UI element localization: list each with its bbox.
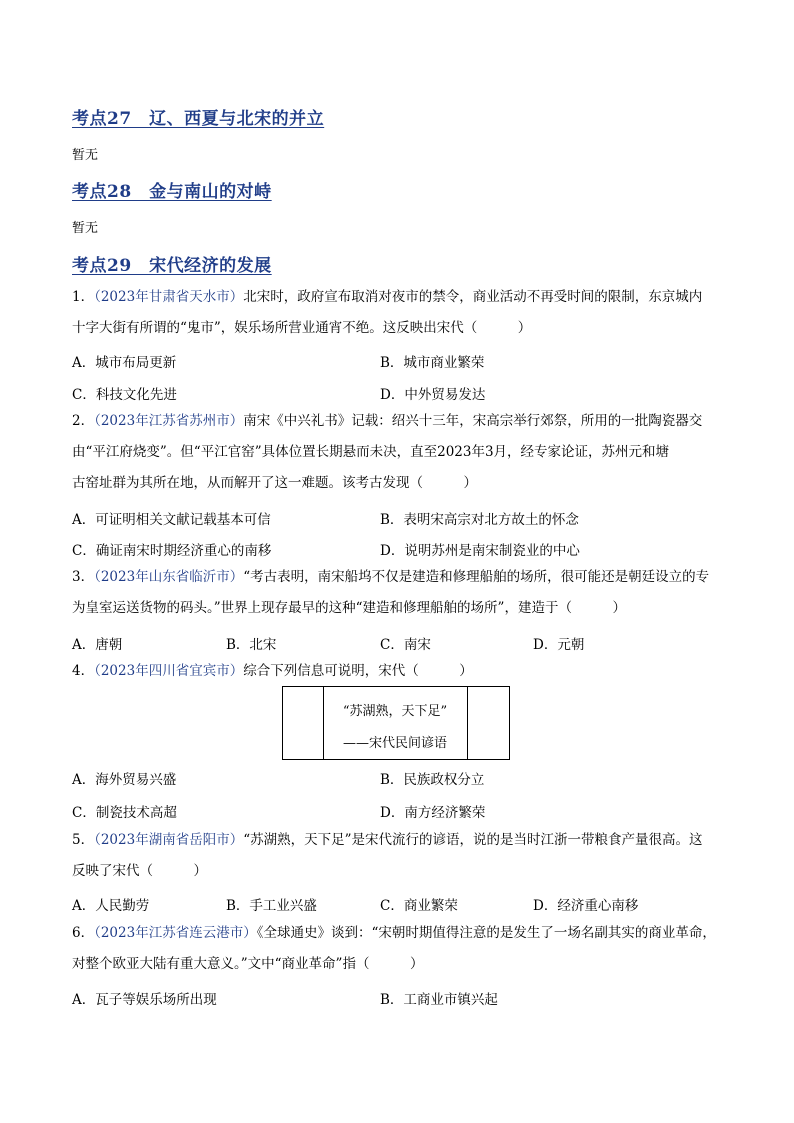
question-1-line-1: 1．（2023年甘肃省天水市）北宋时，政府宣布取消对夜市的禁令，商业活动不再受时间的限制，东京城内 xyxy=(72,289,703,305)
section-heading-27: 考点27 辽、西夏与北宋的并立 xyxy=(72,109,325,129)
quote-text: “苏湖熟，天下足” xyxy=(342,704,448,719)
question-2-option-a[interactable]: A．可证明相关文献记载基本可信 xyxy=(72,512,271,528)
question-4-option-b[interactable]: B．民族政权分立 xyxy=(380,772,485,788)
question-4-option-d[interactable]: D．南方经济繁荣 xyxy=(380,805,486,821)
question-5-option-b[interactable]: B．手工业兴盛 xyxy=(226,898,317,914)
question-3-option-a[interactable]: A．唐朝 xyxy=(72,637,123,653)
question-5-source: （2023年湖南省岳阳市） xyxy=(94,832,244,848)
question-2-option-b[interactable]: B．表明宋高宗对北方故土的怀念 xyxy=(380,512,579,528)
question-1-option-d[interactable]: D．中外贸易发达 xyxy=(380,387,486,403)
quote-box-divider-right xyxy=(467,687,468,759)
section-note-27: 暂无 xyxy=(72,148,99,163)
question-4-option-a[interactable]: A．海外贸易兴盛 xyxy=(72,772,177,788)
quote-attribution: ——宋代民间谚语 xyxy=(342,736,447,751)
question-6-option-a[interactable]: A．瓦子等娱乐场所出现 xyxy=(72,992,217,1008)
question-5-option-d[interactable]: D．经济重心南移 xyxy=(533,898,639,914)
question-1-option-b[interactable]: B．城市商业繁荣 xyxy=(380,355,485,371)
section-heading-28: 考点28 金与南山的对峙 xyxy=(72,182,272,202)
question-1-option-a[interactable]: A．城市布局更新 xyxy=(72,355,177,371)
question-5-option-a[interactable]: A．人民勤劳 xyxy=(72,898,150,914)
question-2-line-2: 由“平江府烧变”。但“平江官窑”具体位置长期悬而未决，直至2023年3月，经专家论证，苏州元和塘 xyxy=(72,444,670,460)
question-3-line-1: 3．（2023年山东省临沂市）“考古表明，南宋船坞不仅是建造和修理船舶的场所，很可能还是朝廷设立的专 xyxy=(72,569,710,585)
question-4-line-1: 4．（2023年四川省宜宾市）综合下列信息可说明，宋代（ ） xyxy=(72,663,473,679)
question-4-source: （2023年四川省宜宾市） xyxy=(94,663,244,679)
question-4-option-c[interactable]: C．制瓷技术高超 xyxy=(72,805,177,821)
question-6-line-2: 对整个欧亚大陆有重大意义。”文中“商业革命”指（ ） xyxy=(72,956,424,972)
question-6-source: （2023年江苏省连云港市） xyxy=(94,925,257,941)
question-3-option-d[interactable]: D．元朝 xyxy=(533,637,585,653)
question-5-line-1: 5．（2023年湖南省岳阳市）“苏湖熟，天下足”是宋代流行的谚语，说的是当时江浙一带粮食产量很高。这 xyxy=(72,832,703,848)
question-3-source: （2023年山东省临沂市） xyxy=(94,569,244,585)
question-2-option-c[interactable]: C．确证南宋时期经济重心的南移 xyxy=(72,543,272,559)
question-2-line-1: 2．（2023年江苏省苏州市）南宋《中兴礼书》记载：绍兴十三年，宋高宗举行郊祭，所用的一批陶瓷器交 xyxy=(72,413,703,429)
question-2-source: （2023年江苏省苏州市） xyxy=(94,413,244,429)
quote-box xyxy=(282,686,510,760)
question-5-option-c[interactable]: C．商业繁荣 xyxy=(380,898,458,914)
question-3-line-2: 为皇室运送货物的码头。”世界上现存最早的这种“建造和修理船舶的场所”，建造于（ ） xyxy=(72,600,626,616)
question-2-line-3: 古窑址群为其所在地，从而解开了这一难题。该考古发现（ ） xyxy=(72,475,477,491)
question-3-option-c[interactable]: C．南宋 xyxy=(380,637,431,653)
question-1-option-c[interactable]: C．科技文化先进 xyxy=(72,387,177,403)
question-1-source: （2023年甘肃省天水市） xyxy=(94,289,244,305)
question-2-option-d[interactable]: D．说明苏州是南宋制瓷业的中心 xyxy=(380,543,580,559)
question-5-line-2: 反映了宋代（ ） xyxy=(72,863,207,879)
question-1-line-2: 十字大街有所谓的“鬼市”，娱乐场所营业通宵不绝。这反映出宋代（ ） xyxy=(72,320,532,336)
question-6-option-b[interactable]: B．工商业市镇兴起 xyxy=(380,992,498,1008)
section-note-28: 暂无 xyxy=(72,221,99,236)
question-3-option-b[interactable]: B．北宋 xyxy=(226,637,277,653)
section-heading-29: 考点29 宋代经济的发展 xyxy=(72,256,272,276)
question-6-line-1: 6．（2023年江苏省连云港市）《全球通史》谈到：“宋朝时期值得注意的是发生了一场名副其实的商业革命， xyxy=(72,925,716,941)
